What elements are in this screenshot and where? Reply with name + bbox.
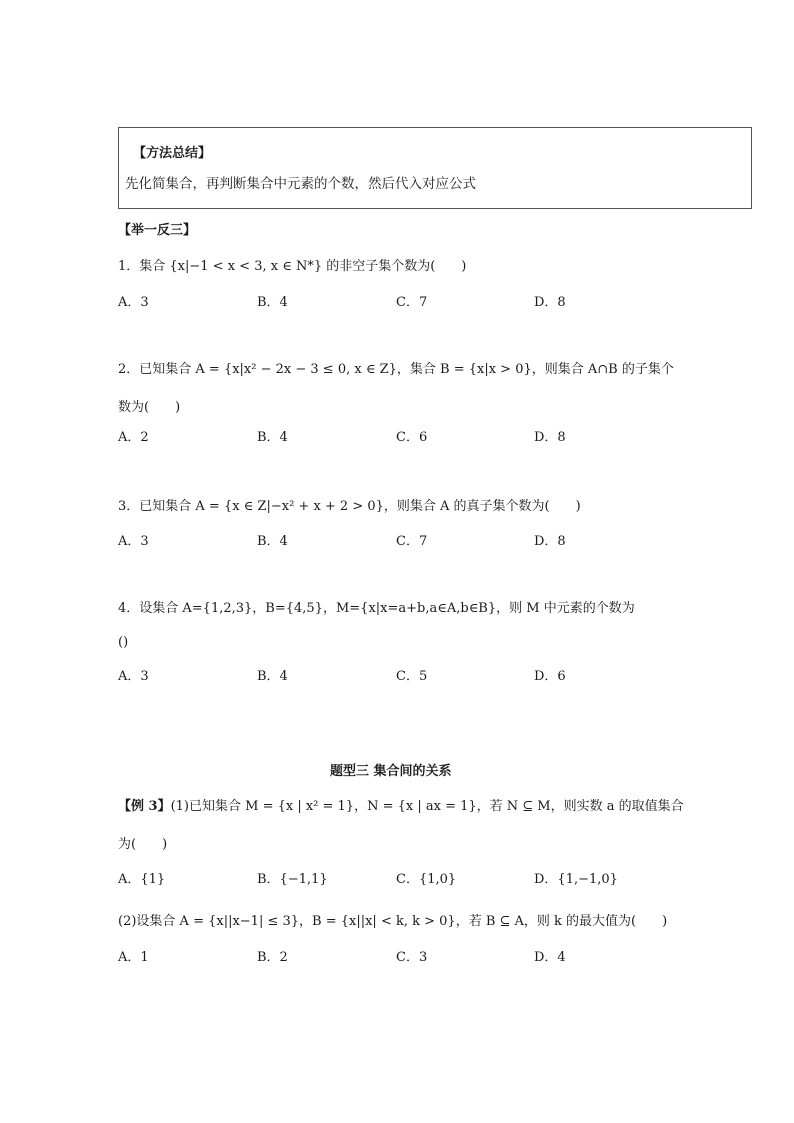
method-summary-title: 【方法总结】 (133, 146, 212, 161)
question-2-option-c: C．6 (396, 430, 428, 445)
example-3-part1-text: (1)已知集合 M = {x | x² = 1}，N = {x | ax = 1}，若 N ⊆ M，则实数 a 的取值集合 (170, 799, 684, 814)
question-4-option-a: A．3 (118, 669, 149, 684)
example-3-part1-stem (118, 795, 684, 814)
section-title: 题型三 集合间的关系 (330, 764, 452, 779)
question-2-option-a: A．2 (118, 430, 149, 445)
question-3-option-d: D．8 (534, 534, 566, 549)
example-3-part2-option-d: D．4 (534, 950, 566, 965)
method-summary-body: 先化简集合，再判断集合中元素的个数，然后代入对应公式 (125, 176, 476, 192)
example-3-part1-option-b: B．{−1,1} (257, 872, 328, 887)
question-2-stem-cont: 数为( ) (118, 400, 181, 415)
question-4-option-d: D．6 (534, 669, 566, 684)
question-3-stem: 3．已知集合 A = {x ∈ Z|−x² + x + 2 > 0}，则集合 A 的真子集个数为( ) (118, 499, 581, 514)
question-1-option-a: A．3 (118, 295, 149, 310)
question-2-option-b: B．4 (257, 430, 288, 445)
question-2-option-d: D．8 (534, 430, 566, 445)
question-4-stem: 4．设集合 A={1,2,3}，B={4,5}，M={x|x=a+b,a∈A,b∈B}，则 M 中元素的个数为 (118, 601, 635, 616)
question-1-option-d: D．8 (534, 295, 566, 310)
example-3-part2-stem: (2)设集合 A = {x||x−1| ≤ 3}，B = {x||x| < k, k > 0}，若 B ⊆ A，则 k 的最大值为( ) (118, 914, 668, 929)
example-3-part2-option-b: B．2 (257, 950, 288, 965)
question-4-stem-cont: () (118, 635, 129, 650)
question-1-stem: 1．集合 {x|−1 < x < 3, x ∈ N*} 的非空子集个数为( ) (118, 259, 467, 274)
question-4-option-b: B．4 (257, 669, 288, 684)
example-3-part1-option-c: C．{1,0} (396, 872, 457, 887)
practice-heading: 【举一反三】 (118, 223, 197, 238)
question-4-option-c: C．5 (396, 669, 428, 684)
example-3-part2-option-a: A．1 (118, 950, 149, 965)
example-3-part2-option-c: C．3 (396, 950, 428, 965)
question-1-option-c: C．7 (396, 295, 428, 310)
example-3-part1-stem-cont: 为( ) (118, 837, 168, 852)
method-summary-box (118, 127, 752, 209)
example-3-part1-option-d: D．{1,−1,0} (534, 872, 618, 887)
question-2-stem: 2．已知集合 A = {x|x² − 2x − 3 ≤ 0, x ∈ Z}，集合 B = {x|x > 0}，则集合 A∩B 的子集个 (118, 362, 674, 377)
question-3-option-a: A．3 (118, 534, 149, 549)
example-3-part1-option-a: A．{1} (118, 872, 166, 887)
question-3-option-b: B．4 (257, 534, 288, 549)
question-1-option-b: B．4 (257, 295, 288, 310)
example-3-label: 【例 3】 (118, 799, 171, 814)
question-3-option-c: C．7 (396, 534, 428, 549)
